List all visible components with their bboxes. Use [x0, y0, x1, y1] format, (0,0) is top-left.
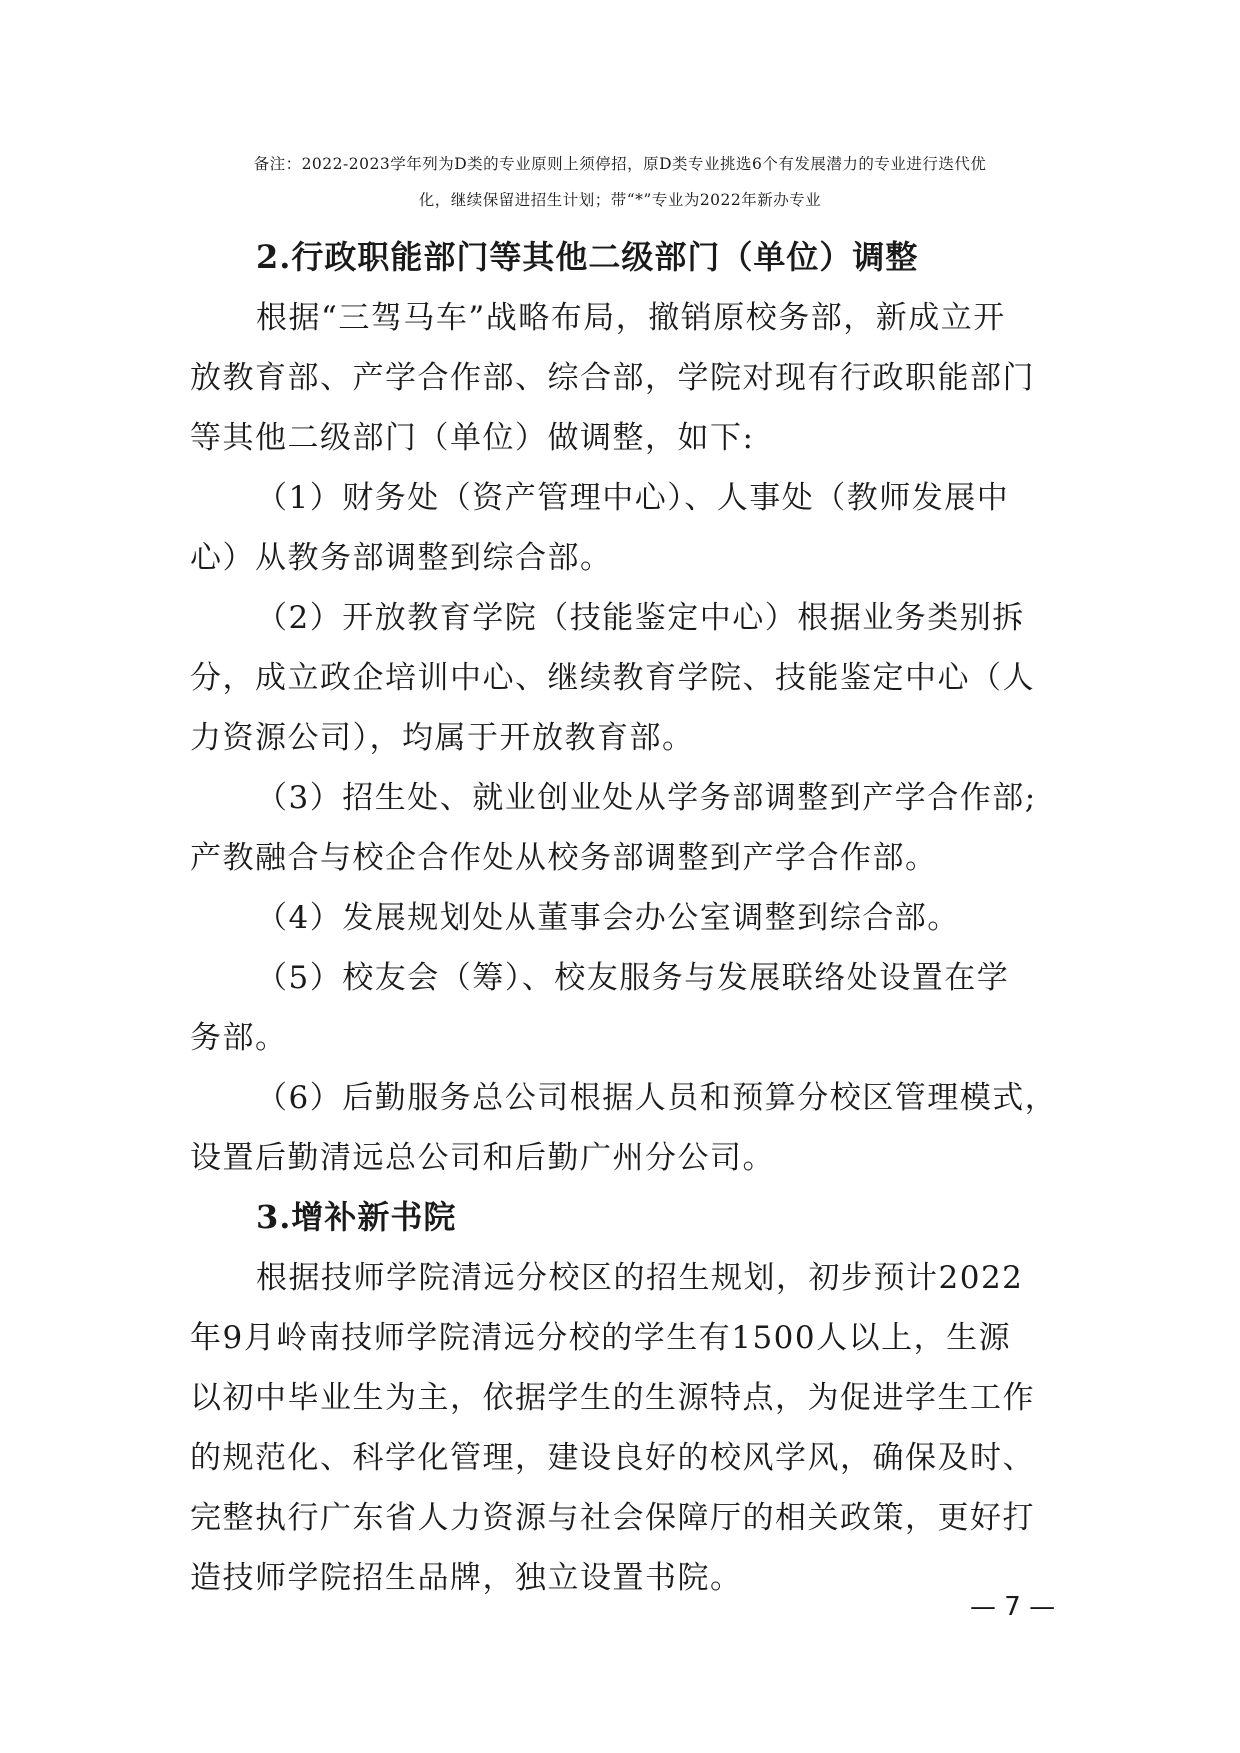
section-3-heading: 3.增补新书院 — [256, 1198, 457, 1236]
paragraph-line: 放教育部、产学合作部、综合部，学院对现有行政职能部门 — [190, 360, 1035, 396]
paragraph-line: 造技师学院招生品牌，独立设置书院。 — [190, 1560, 743, 1596]
paragraph-line: 的规范化、科学化管理，建设良好的校风学风，确保及时、 — [190, 1440, 1035, 1476]
paragraph-line: 完整执行广东省人力资源与社会保障厅的相关政策，更好打 — [190, 1500, 1035, 1536]
item-1-line: 心）从教务部调整到综合部。 — [190, 540, 613, 576]
paragraph-line: 等其他二级部门（单位）做调整，如下: — [190, 420, 755, 456]
item-3-line: （3）招生处、就业创业处从学务部调整到产学合作部; — [256, 780, 1037, 816]
table-footnote-line-2: 化，继续保留进招生计划；带“*”专业为2022年新办专业 — [418, 191, 822, 209]
item-1-line: （1）财务处（资产管理中心）、人事处（教师发展中 — [256, 480, 1010, 516]
item-3-line: 产教融合与校企合作处从校务部调整到产学合作部。 — [190, 840, 938, 876]
item-2-line: 力资源公司），均属于开放教育部。 — [190, 720, 695, 756]
table-footnote-line-1: 备注：2022-2023学年列为D类的专业原则上须停招，原D类专业挑选6个有发展潜力的专业进行迭代优 — [253, 155, 987, 173]
paragraph-line: 根据“三驾马车”战略布局，撤销原校务部，新成立开 — [256, 300, 1006, 336]
item-2-line: 分，成立政企培训中心、继续教育学院、技能鉴定中心（人 — [190, 660, 1035, 696]
item-6-line: （6）后勤服务总公司根据人员和预算分校区管理模式， — [256, 1080, 1058, 1116]
paragraph-line: 根据技师学院清远分校区的招生规划，初步预计2022 — [256, 1260, 1024, 1296]
paragraph-line: 以初中毕业生为主，依据学生的生源特点，为促进学生工作 — [190, 1380, 1035, 1416]
item-2-line: （2）开放教育学院（技能鉴定中心）根据业务类别拆 — [256, 600, 1025, 636]
page-number: — 7 — — [970, 1592, 1056, 1622]
paragraph-line: 年9月岭南技师学院清远分校的学生有1500人以上，生源 — [190, 1320, 1012, 1356]
item-5-line: （5）校友会（筹）、校友服务与发展联络处设置在学 — [256, 960, 1010, 996]
item-5-line: 务部。 — [190, 1020, 288, 1056]
item-6-line: 设置后勤清远总公司和后勤广州分公司。 — [190, 1140, 775, 1176]
section-2-heading: 2.行政职能部门等其他二级部门（单位）调整 — [256, 238, 919, 276]
item-4-line: （4）发展规划处从董事会办公室调整到综合部。 — [256, 900, 960, 936]
